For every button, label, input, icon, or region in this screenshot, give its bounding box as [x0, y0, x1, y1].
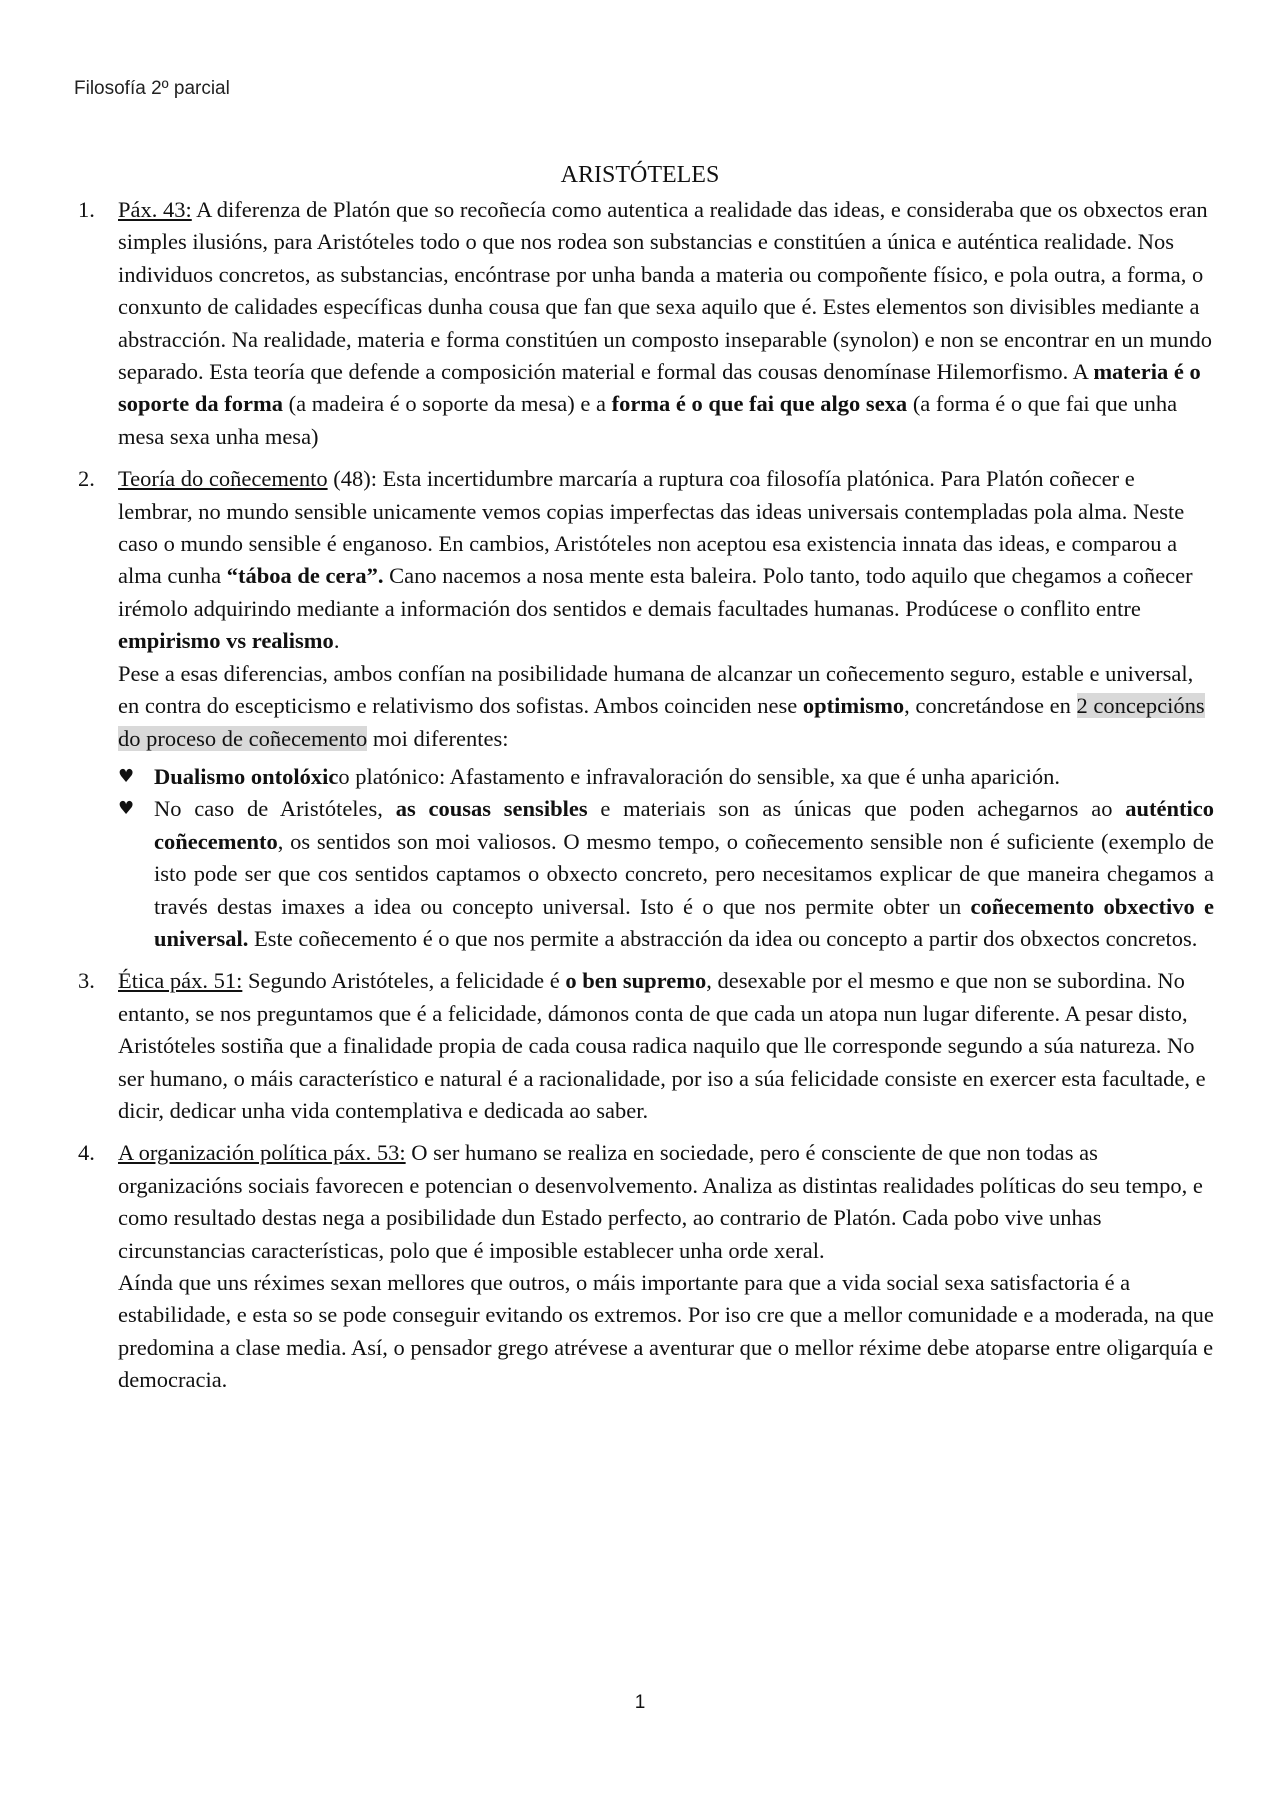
item-number: 3.: [78, 968, 95, 994]
item-number: 4.: [78, 1140, 95, 1166]
heart-icon: ♥: [118, 765, 135, 787]
item-reference: A organización política páx. 53:: [118, 1140, 406, 1166]
item-reference: Páx. 43:: [118, 197, 192, 222]
item-number: 2.: [78, 466, 95, 492]
document-title: ARISTÓTELES: [560, 162, 720, 188]
item-number: 1.: [78, 197, 95, 222]
item-paragraph: Teoría do coñecemento (48): Esta incertidumbre marcaría a ruptura coa filosofía platónica. Para Platón coñecer e lembrar, no mundo sensible unicamente vemos copias imperfectas das ideas universais contempladas pola alma. Neste caso o mundo sensible é enganoso. En cambios, Aristóteles non aceptou esa existencia innata das ideas, e comparou a alma cunha “táboa de cera”. Cano nacemos a nosa mente esta baleira. Polo tanto, todo aquilo que chegamos a coñecer irémolo adquirindo mediante a información dos sentidos e demais facultades humanas. Prodúcese o conflito entre empirismo vs realismo.: [118, 466, 1193, 654]
item-paragraph: A organización política páx. 53: O ser humano se realiza en sociedade, pero é consciente de que non todas as organizacións sociais favorecen e potencian o desenvolvemento. Analiza as distintas realidades políticas do seu tempo, e como resultado destas nega a posibilidade dun Estado perfecto, ao contrario de Platón. Cada pobo vive unhas circunstancias características, polo que é imposible establecer unha orde xeral.: [118, 1140, 1203, 1263]
item-reference: Ética páx. 51:: [118, 968, 243, 994]
heart-icon: ♥: [118, 798, 135, 820]
bold-phrase: optimismo: [802, 693, 905, 719]
page-header: Filosofía 2º parcial: [74, 78, 230, 99]
bold-phrase: “táboa de cera”.: [226, 563, 384, 589]
bullet-item: ♥ Dualismo ontolóxico platónico: Afastamento e infravaloración do sensible, xa que é unha aparición.: [118, 761, 1214, 793]
bold-phrase: as cousas sensibles: [395, 796, 588, 822]
bold-phrase: auténtico coñecemento: [154, 796, 1214, 854]
list-item: [74, 194, 1214, 453]
item-paragraph: Aínda que uns réximes sexan mellores que outros, o máis importante para que a vida social sexa satisfactoria é a estabilidade, e esta so se pode conseguir evitando os extremos. Por iso cre que a mellor comunidade e a moderada, na que predomina a clase media. Así, o pensador grego atrévese a aventurar que o mellor réxime debe atoparse entre oligarquía e democracia.: [118, 1270, 1214, 1393]
list-item: [74, 463, 1214, 955]
item-reference: Teoría do coñecemento: [118, 466, 328, 492]
bold-phrase: forma é o que fai que algo sexa: [611, 391, 908, 417]
bullet-item: ♥ No caso de Aristóteles, as cousas sensibles e materiais son as únicas que poden achegarnos ao auténtico coñecemento, os sentidos son moi valiosos. O mesmo tempo, o coñecemento sensible non é suficiente (exemplo de isto pode ser que cos sentidos captamos o obxecto concreto, pero necesitamos explicar de que maneira chegamos a través destas imaxes a idea ou concepto universal. Isto é o que nos permite obter un coñecemento obxectivo e universal. Este coñecemento é o que nos permite a abstracción da idea ou concepto a partir dos obxectos concretos.: [118, 793, 1214, 955]
document-body: [74, 194, 1214, 1407]
highlighted-phrase: 2 concepcións do proceso de coñecemento: [118, 693, 1205, 751]
item-paragraph: Páx. 43: A diferenza de Platón que so recoñecía como autentica a realidade das ideas, e consideraba que os obxectos eran simples ilusións, para Aristóteles todo o que nos rodea son substancias e constitúen a única e auténtica realidade. Nos individuos concretos, as substancias, encóntrase por unha banda a materia ou compoñente físico, e pola outra, a forma, o conxunto de calidades específicas dunha cousa que fan que sexa aquilo que é. Estes elementos son divisibles mediante a abstracción. Na realidade, materia e forma constitúen un composto inseparable (synolon) e non se encontrar en un mundo separado. Esta teoría que defende a composición material e formal das cousas denomínase Hilemorfismo. A materia é o soporte da forma (a madeira é o soporte da mesa) e a forma é o que fai que algo sexa (a forma é o que fai que unha mesa sexa unha mesa): [118, 197, 1212, 449]
page-number: 1: [634, 1692, 646, 1713]
bullet-list: [118, 761, 1214, 955]
bold-phrase: coñecemento obxectivo e universal.: [154, 893, 1214, 951]
item-paragraph: Pese a esas diferencias, ambos confían na posibilidade humana de alcanzar un coñecemento seguro, estable e universal, en contra do escepticismo e relativismo dos sofistas. Ambos coinciden nese optimismo, concretándose en 2 concepcións do proceso de coñecemento moi diferentes:: [118, 660, 1205, 751]
list-item: [74, 965, 1214, 1127]
list-item: [74, 1137, 1214, 1396]
bold-phrase: Dualismo ontolóxic: [154, 763, 339, 789]
item-paragraph: Ética páx. 51: Segundo Aristóteles, a felicidade é o ben supremo, desexable por el mesmo e que non se subordina. No entanto, se nos preguntamos que é a felicidade, dámonos conta de que cada un atopa nun lugar diferente. A pesar disto, Aristóteles sostiña que a finalidade propia de cada cousa radica naquilo que lle corresponde segundo a súa natureza. No ser humano, o máis característico e natural é a racionalidade, por iso a súa felicidade consiste en exercer esta facultade, e dicir, dedicar unha vida contemplativa e dedicada ao saber.: [118, 968, 1206, 1123]
bold-phrase: o ben supremo: [565, 968, 707, 994]
bold-phrase: materia é o soporte da forma: [118, 359, 1201, 417]
bold-phrase: empirismo vs realismo: [118, 628, 334, 654]
numbered-list: [74, 194, 1214, 1397]
